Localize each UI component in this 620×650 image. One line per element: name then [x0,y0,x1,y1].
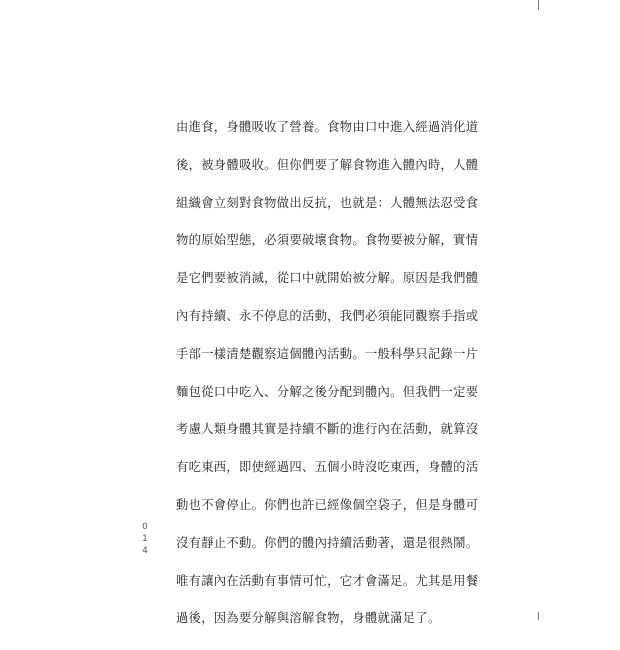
text-line: 動也不會停止。你們也許已經像個空袋子，但是身體可 [176,497,479,512]
text-line: 內有持續、永不停息的活動，我們必須能同觀察手指或 [176,308,479,323]
text-line: 由進食，身體吸收了營養。食物由口中進入經過消化道 [176,120,479,134]
text-line: 有吃東西，即使經過四、五個小時沒吃東西，身體的活 [176,460,479,475]
text-line: 過後，因為要分解與溶解食物，身體就滿足了。 [176,611,441,626]
text-line: 手部一樣清楚觀察這個體內活動。一般科學只記錄一片 [176,346,479,361]
text-line: 麵包從口中吃入、分解之後分配到體內。但我們一定要 [176,384,479,399]
text-line: 沒有靜止不動。你們的體內持續活動著，還是很熱鬧。 [176,535,479,550]
text-line: 考慮人類身體其實是持續不斷的進行內在活動，就算沒 [176,422,479,437]
text-line: 唯有讓內在活動有事情可忙，它才會滿足。尤其是用餐 [176,573,479,588]
text-line: 物的原始型態，必須要破壞食物。食物要被分解，實情 [176,233,479,248]
page-number: 014 [142,522,148,556]
crop-mark-bottom [538,612,539,620]
body-text [176,120,479,650]
text-line: 組織會立刻對食物做出反抗，也就是：人體無法忍受食 [176,195,479,210]
text-line: 是它們要被消滅，從口中就開始被分解。原因是我們體 [176,271,479,286]
text-line: 後，被身體吸收。但你們要了解食物進入體內時，人體 [176,157,479,172]
crop-mark-top [538,0,539,10]
